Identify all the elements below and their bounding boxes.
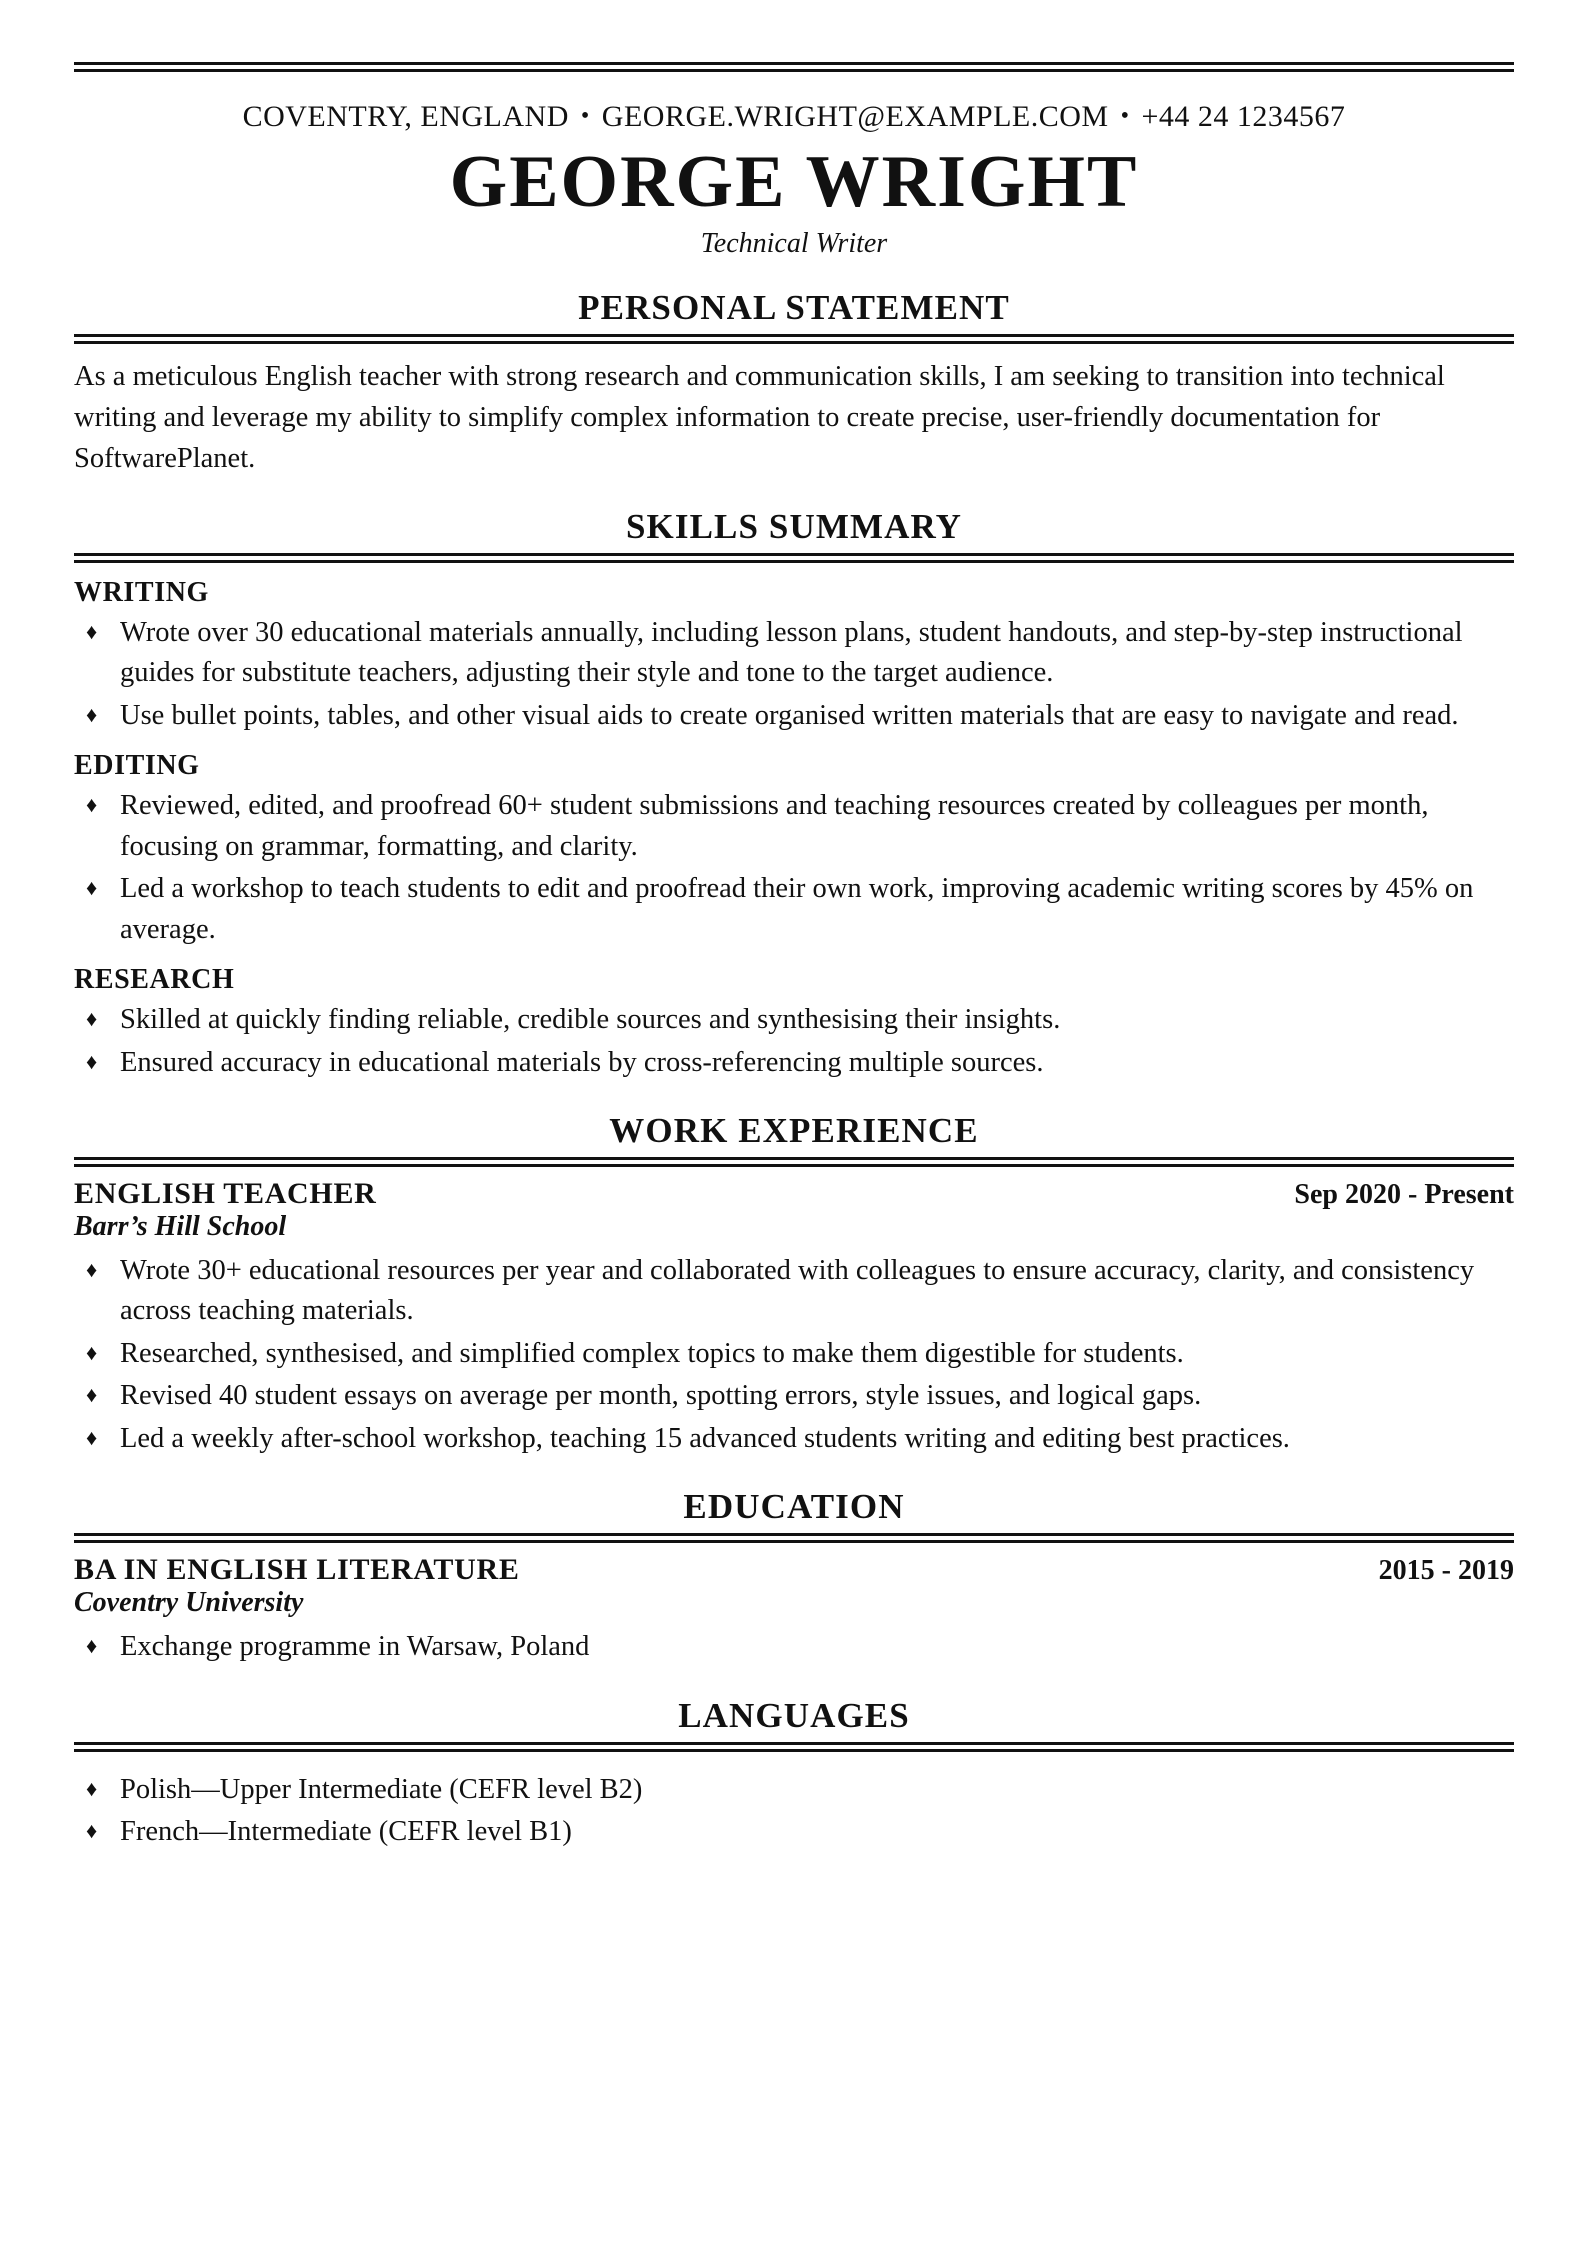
contact-phone: +44 24 1234567 bbox=[1141, 100, 1346, 133]
list-item-text: Exchange programme in Warsaw, Poland bbox=[120, 1631, 590, 1663]
section-heading-personal-statement: PERSONAL STATEMENT bbox=[578, 287, 1010, 327]
section-heading-languages: LANGUAGES bbox=[678, 1695, 910, 1735]
education-entry-institution: Coventry University bbox=[74, 1587, 304, 1619]
education-entry-degree: BA IN ENGLISH LITERATURE bbox=[74, 1553, 520, 1587]
list-item bbox=[74, 613, 1514, 694]
personal-statement-body: As a meticulous English teacher with strong research and communication skills, I am seeking to transition into technical writing and leverage my ability to simplify complex information to create precise, user-friendly documentation for SoftwarePlanet. bbox=[74, 360, 1445, 474]
skill-bullet-list bbox=[74, 786, 1514, 950]
contact-separator-1: • bbox=[580, 103, 590, 129]
diamond-bullet-icon: ♦ bbox=[86, 792, 98, 818]
diamond-bullet-icon: ♦ bbox=[86, 1775, 98, 1801]
diamond-bullet-icon: ♦ bbox=[86, 1339, 98, 1365]
list-item bbox=[74, 1334, 1514, 1374]
list-item-text: Wrote over 30 educational materials annually, including lesson plans, student handouts, and step-by-step instructional guides for substitute teachers, adjusting their style and tone to the target audience. bbox=[120, 616, 1463, 689]
top-rule bbox=[74, 62, 1514, 72]
education-bullet-list bbox=[74, 1627, 1514, 1667]
list-item-text: Reviewed, edited, and proofread 60+ student submissions and teaching resources created by colleagues per month, focusing on grammar, formatting, and clarity. bbox=[120, 790, 1429, 862]
contact-separator-2: • bbox=[1120, 103, 1130, 129]
list-item-text: Polish—Upper Intermediate (CEFR level B2) bbox=[120, 1773, 643, 1805]
diamond-bullet-icon: ♦ bbox=[86, 618, 98, 644]
list-item-text: Use bullet points, tables, and other visual aids to create organised written materials that are easy to navigate and read. bbox=[120, 699, 1459, 731]
list-item bbox=[74, 696, 1514, 736]
list-item bbox=[74, 1627, 1514, 1667]
list-item bbox=[74, 1812, 1514, 1852]
candidate-name: GEORGE WRIGHT bbox=[449, 141, 1139, 223]
diamond-bullet-icon: ♦ bbox=[86, 1633, 98, 1659]
education-entry-header bbox=[74, 1553, 1514, 1587]
languages-list bbox=[74, 1770, 1514, 1853]
list-item-text: Skilled at quickly finding reliable, credible sources and synthesising their insights. bbox=[120, 1004, 1061, 1036]
list-item bbox=[74, 1251, 1514, 1332]
list-item bbox=[74, 1419, 1514, 1459]
list-item-text: Ensured accuracy in educational materials by cross-referencing multiple sources. bbox=[120, 1046, 1044, 1078]
section-rule-education bbox=[74, 1533, 1514, 1543]
skill-group-editing bbox=[74, 750, 1514, 950]
list-item-text: Wrote 30+ educational resources per year and collaborated with colleagues to ensure accuracy, clarity, and consistency across teaching materials. bbox=[120, 1255, 1475, 1327]
section-rule-languages bbox=[74, 1742, 1514, 1752]
list-item-text: Led a weekly after-school workshop, teaching 15 advanced students writing and editing best practices. bbox=[120, 1422, 1290, 1454]
contact-location: COVENTRY, ENGLAND bbox=[242, 100, 569, 133]
diamond-bullet-icon: ♦ bbox=[86, 1048, 98, 1074]
candidate-job-title: Technical Writer bbox=[700, 227, 888, 259]
education-entry bbox=[74, 1553, 1514, 1667]
list-item bbox=[74, 1376, 1514, 1416]
skill-group-title: WRITING bbox=[74, 576, 209, 608]
skill-group-research bbox=[74, 964, 1514, 1083]
list-item-text: Led a workshop to teach students to edit and proofread their own work, improving academic writing scores by 45% on average. bbox=[120, 873, 1474, 945]
work-entry-dates: Sep 2020 - Present bbox=[1294, 1179, 1514, 1210]
section-heading-skills-summary: SKILLS SUMMARY bbox=[625, 506, 963, 546]
work-entry-organisation: Barr’s Hill School bbox=[74, 1211, 287, 1242]
skill-group-title: EDITING bbox=[74, 750, 200, 782]
skill-bullet-list bbox=[74, 613, 1514, 736]
work-entry bbox=[74, 1177, 1514, 1459]
work-entry-role: ENGLISH TEACHER bbox=[74, 1177, 377, 1210]
diamond-bullet-icon: ♦ bbox=[86, 1006, 98, 1032]
section-heading-work-experience: WORK EXPERIENCE bbox=[609, 1111, 979, 1150]
list-item bbox=[74, 1000, 1514, 1040]
list-item-text: Revised 40 student essays on average per month, spotting errors, style issues, and logical gaps. bbox=[120, 1380, 1202, 1412]
skill-bullet-list bbox=[74, 1000, 1514, 1083]
work-bullet-list bbox=[74, 1251, 1514, 1459]
diamond-bullet-icon: ♦ bbox=[86, 1818, 98, 1844]
diamond-bullet-icon: ♦ bbox=[86, 1424, 98, 1450]
diamond-bullet-icon: ♦ bbox=[86, 1382, 98, 1408]
section-heading-education: EDUCATION bbox=[683, 1487, 905, 1527]
education-entry-dates: 2015 - 2019 bbox=[1378, 1555, 1514, 1587]
contact-line bbox=[74, 100, 1514, 134]
skill-group-writing bbox=[74, 577, 1514, 736]
list-item bbox=[74, 1770, 1514, 1810]
section-rule-personal-statement bbox=[74, 334, 1514, 344]
contact-email: GEORGE.WRIGHT@EXAMPLE.COM bbox=[601, 100, 1109, 133]
diamond-bullet-icon: ♦ bbox=[86, 1257, 98, 1282]
work-entry-header bbox=[74, 1177, 1514, 1211]
list-item bbox=[74, 786, 1514, 867]
section-rule-skills-summary bbox=[74, 553, 1514, 563]
languages-spacer bbox=[74, 1762, 1514, 1770]
diamond-bullet-icon: ♦ bbox=[86, 875, 98, 901]
list-item-text: French—Intermediate (CEFR level B1) bbox=[120, 1816, 572, 1848]
list-item bbox=[74, 869, 1514, 950]
diamond-bullet-icon: ♦ bbox=[86, 701, 98, 727]
skill-group-title: RESEARCH bbox=[74, 964, 235, 996]
list-item bbox=[74, 1043, 1514, 1083]
list-item-text: Researched, synthesised, and simplified complex topics to make them digestible for students. bbox=[120, 1337, 1184, 1369]
section-rule-work-experience bbox=[74, 1157, 1514, 1167]
